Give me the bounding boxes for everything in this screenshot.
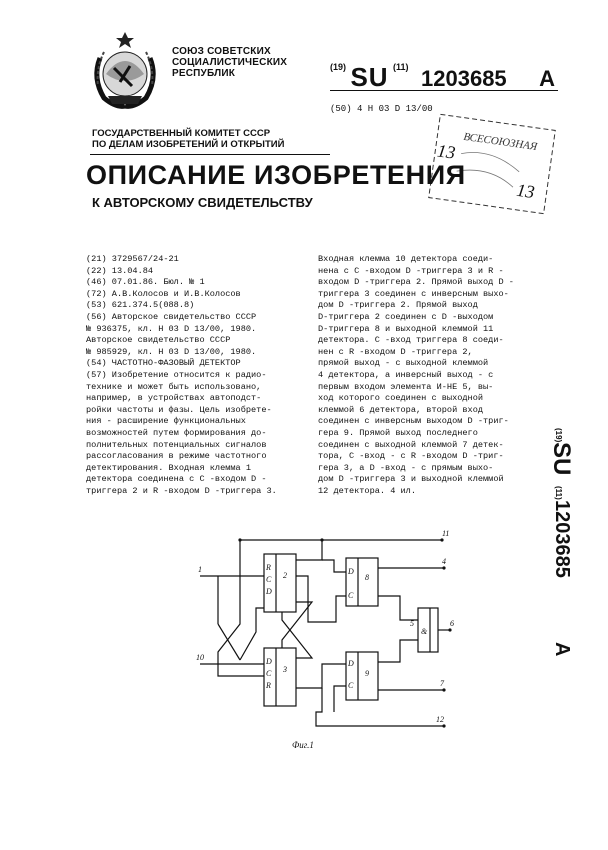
- terminal-label: 1: [198, 565, 202, 574]
- text-line: нена с С -входом D -триггера 3 и R -: [318, 265, 504, 276]
- pin-label: C: [348, 681, 354, 690]
- org-line: СОЮЗ СОВЕТСКИХ: [172, 46, 271, 57]
- text-line: полнительных потенциальных сигналов: [86, 439, 267, 450]
- committee-rule: [90, 154, 330, 155]
- stamp-text: ВСЕСОЮЗНАЯ: [462, 130, 538, 154]
- pin-label: D: [348, 659, 354, 668]
- code-11: (11): [393, 62, 409, 72]
- block-number: 2: [283, 571, 287, 580]
- block-number: 8: [365, 573, 369, 582]
- org-name: [172, 46, 287, 79]
- text-line: триггера 2 и R -входом D -триггера 3.: [86, 485, 277, 496]
- text-line: детектирования. Входная клемма 1: [86, 462, 252, 473]
- document-title: ОПИСАНИЕ ИЗОБРЕТЕНИЯ: [86, 160, 466, 190]
- text-line: ния - расширение функциональных: [86, 416, 246, 427]
- text-line: (46) 07.01.86. Бюл. № 1: [86, 277, 205, 288]
- text-line: входом D -триггера 2. Прямой выход D -: [318, 277, 514, 288]
- text-line: например, в устройствах автоподст-: [86, 393, 262, 404]
- text-line: тора, С -вход - с R -входом D -триг-: [318, 451, 504, 462]
- text-line: D-триггера 2 соединен с D -выходом: [318, 311, 494, 322]
- stamp-num-right: 13: [515, 179, 536, 203]
- text-line: детектора. С -вход триггера 8 соеди-: [318, 335, 504, 346]
- pin-label: C: [266, 669, 272, 678]
- figure-caption: Фиг.1: [292, 740, 314, 750]
- text-line: соединен с выходной клеммой 7 детек-: [318, 439, 504, 450]
- text-line: гера 9. Прямой выход последнего: [318, 427, 478, 438]
- document-subtitle: К АВТОРСКОМУ СВИДЕТЕЛЬСТВУ: [92, 195, 313, 210]
- block-number: 5: [410, 619, 414, 628]
- text-line: 12 детектора. 4 ил.: [318, 485, 416, 496]
- text-line: D-триггера 8 и выходной клеммой 11: [318, 323, 494, 334]
- text-line: Входная клемма 10 детектора соеди-: [318, 254, 494, 264]
- text-line: Авторское свидетельство СССР: [86, 335, 231, 346]
- text-line: детектора соединена с С -входом D -: [86, 474, 267, 485]
- side-code-11: (11): [554, 486, 563, 500]
- side-patent-number: [542, 428, 582, 678]
- org-line: СОЦИАЛИСТИЧЕСКИХ: [172, 57, 288, 68]
- text-line: (22) 13.04.84: [86, 265, 154, 276]
- org-line: РЕСПУБЛИК: [172, 68, 236, 79]
- terminal-label: 11: [442, 529, 450, 538]
- country-code: SU: [350, 62, 389, 92]
- text-line: (56) Авторское свидетельство СССР: [86, 311, 257, 322]
- terminal-label: 4: [442, 557, 446, 566]
- text-line: первым входом элемента И-НЕ 5, вы-: [318, 381, 494, 392]
- text-line: ройки частоты и фазы. Цель изобрете-: [86, 404, 272, 415]
- pin-label: C: [348, 591, 354, 600]
- text-line: рассогласования в режиме частотного: [86, 451, 267, 462]
- pin-label: C: [266, 575, 272, 584]
- text-line: клеммой 6 детектора, второй вход: [318, 404, 484, 415]
- text-line: (21) 3729567/24-21: [86, 254, 179, 264]
- ipc-class: (50) 4 Н 03 D 13/00: [330, 104, 433, 114]
- text-line: дом D -триггера 2. Прямой выход: [318, 300, 478, 311]
- stamp-num-left: 13: [435, 140, 457, 163]
- state-emblem-icon: [86, 28, 164, 112]
- text-line: возможностей путем формирования до-: [86, 427, 267, 438]
- text-line: нен с R -входом D -триггера 2,: [318, 346, 473, 357]
- circuit-diagram: [186, 512, 462, 750]
- text-line: (54) ЧАСТОТНО-ФАЗОВЫЙ ДЕТЕКТОР: [86, 358, 241, 369]
- committee-name: [92, 128, 284, 150]
- text-line: дом D -триггера 3 и выходной клеммой: [318, 474, 504, 485]
- text-line: технике и может быть использовано,: [86, 381, 262, 392]
- text-line: (57) Изобретение относится к радио-: [86, 369, 267, 380]
- block-number: 9: [365, 669, 369, 678]
- pin-label: D: [266, 657, 272, 666]
- block-number: 3: [283, 665, 287, 674]
- patent-number: [330, 62, 555, 93]
- committee-line: ПО ДЕЛАМ ИЗОБРЕТЕНИЙ И ОТКРЫТИЙ: [92, 139, 285, 150]
- bibliographic-column: [86, 254, 308, 497]
- text-line: № 985929, кл. Н 03 D 13/00, 1980.: [86, 346, 257, 357]
- text-line: 4 детектора, а инверсный выход - с: [318, 369, 494, 380]
- terminal-label: 10: [196, 653, 204, 662]
- terminal-label: 7: [440, 679, 444, 688]
- text-line: ход которого соединен с выходной: [318, 393, 484, 404]
- pin-label: R: [266, 681, 271, 690]
- side-code-19: (19): [554, 428, 563, 443]
- pin-label: R: [266, 563, 271, 572]
- text-line: (53) 621.374.5(088.8): [86, 300, 195, 311]
- text-line: триггера 3 соединен с инверсным выхо-: [318, 288, 509, 299]
- pin-label: D: [348, 567, 354, 576]
- side-kind: A: [551, 642, 573, 657]
- patent-num: 1203685: [421, 66, 507, 91]
- gate-symbol: &: [421, 627, 428, 636]
- abstract-column: [318, 254, 554, 497]
- text-line: (72) А.В.Колосов и И.В.Колосов: [86, 288, 241, 299]
- text-line: № 936375, кл. Н 03 D 13/00, 1980.: [86, 323, 257, 334]
- text-line: соединен с инверсным выходом D -триг-: [318, 416, 509, 427]
- pin-label: D: [266, 587, 272, 596]
- header-rule: [330, 90, 558, 91]
- code-19: (19): [330, 62, 347, 72]
- text-line: гера 3, а D -вход - с прямым выхо-: [318, 462, 494, 473]
- terminal-label: 12: [436, 715, 444, 724]
- committee-line: ГОСУДАРСТВЕННЫЙ КОМИТЕТ СССР: [92, 128, 271, 139]
- terminal-label: 6: [450, 619, 454, 628]
- patent-kind: A: [539, 66, 556, 91]
- text-line: прямой выход - с выходной клеммой: [318, 358, 489, 369]
- side-num: 1203685: [551, 500, 573, 578]
- side-country: SU: [548, 442, 575, 476]
